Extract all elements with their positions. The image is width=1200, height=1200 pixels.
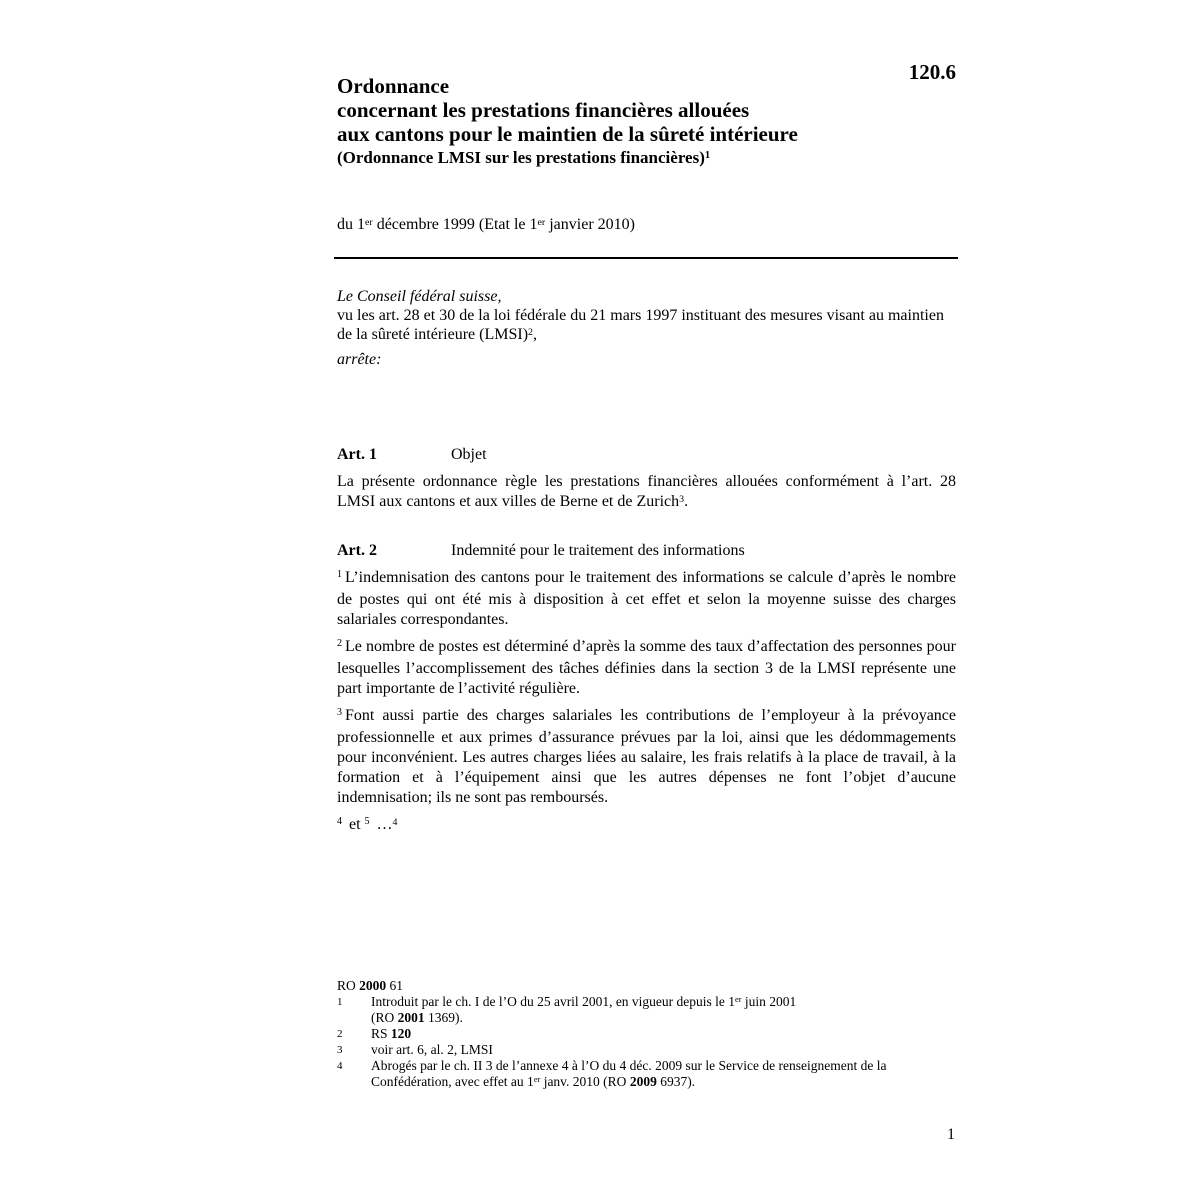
footnote-1-c-post: 1369). [424,1010,463,1025]
ro-page: 61 [386,978,404,993]
paragraph-number: 3 [337,707,342,718]
page-number: 1 [947,1126,955,1143]
article-1 [337,445,956,519]
short-title [337,146,937,170]
short-title-text: (Ordonnance LMSI sur les prestations financières) [337,148,705,167]
paragraph-number: 4 [337,816,342,827]
article-2-number: Art. 2 [337,542,377,559]
article-2-title: Indemnité pour le traitement des informations [451,542,745,559]
footnote-1-a: Introduit par le ch. I de l’O du 25 avril 2001, en vigueur depuis le 1 [371,994,736,1009]
article-2-paragraph-3 [337,706,956,808]
footnote-text [371,1026,957,1042]
footnote-1-c-year: 2001 [397,1010,425,1025]
footnote-2 [337,1026,957,1042]
title-line-2: concernant les prestations financières allouées [337,98,750,122]
footnote-2-bold: 120 [390,1026,412,1041]
footnote-4 [337,1058,957,1090]
paragraph-text: Le nombre de postes est déterminé d’après la somme des taux d’affectation des personnes pour lesquelles l’accomplissement des tâches définies dans la section 3 de la LMSI représente une part importante de l’activité régulière. [337,638,956,697]
footnote-number: 2 [337,1028,343,1040]
footnote-4-year: 2009 [629,1074,657,1089]
footnote-1-sup: er [735,995,742,1005]
footnote-text [371,1058,957,1090]
footnote-ref-1[interactable]: 1 [704,150,711,162]
footnote-number: 3 [337,1044,343,1056]
paragraph-number: 2 [337,638,342,649]
article-1-text [337,472,956,512]
ro-year: 2000 [359,978,387,993]
title-line-3: aux cantons pour le maintien de la sûreté intérieure [337,122,798,146]
date-mid: décembre 1999 (Etat le 1 [372,216,538,233]
footnote-1 [337,994,957,1026]
article-2 [337,541,956,844]
date-pre: du 1 [337,216,365,233]
date-post: janvier 2010) [545,216,635,233]
preamble-basis [337,306,957,344]
paragraph-et: et [345,816,365,833]
date-sup-2: er [537,216,546,228]
article-1-heading [337,445,956,465]
document-number: 120.6 [908,60,956,84]
footnote-4-a: Abrogés par le ch. II 3 de l’annexe 4 à l’O du 4 déc. 2009 sur le Service de renseignement de la Confédération, avec effet au 1 [371,1058,887,1089]
footnote-3 [337,1042,957,1058]
date-line [337,216,635,234]
footnote-ref-3[interactable]: 3 [679,493,685,505]
paragraph-text: Font aussi partie des charges salariales les contributions de l’employeur à la prévoyance professionnelle et aux primes d’assurance prévues par la loi, ainsi que les dédommagements pour inconvénient. Les autres charges liées au salaire, les frais relatifs à la place de travail, à la formation et à l’équipement ainsi que les autres dépenses ne font l’objet d’aucune indemnisation; ils ne sont pas remboursés. [337,707,956,806]
article-1-end: . [684,493,689,510]
footnote-4-b: janv. 2010 (RO [540,1074,630,1089]
footnote-4-sup: er [533,1075,541,1085]
footnote-ref-2[interactable]: 2 [528,326,533,338]
title-line-1: Ordonnance [337,74,450,98]
preamble-basis-end: , [532,326,537,343]
footnote-text [371,994,957,1026]
footnote-1-b: juin 2001 [741,994,797,1009]
footnotes [337,978,957,1090]
article-2-heading [337,541,956,561]
footnote-ro [337,978,957,994]
footnote-ref-4[interactable]: 4 [392,816,398,828]
article-1-title: Objet [451,446,487,463]
header-divider [334,257,958,259]
article-2-paragraph-2 [337,637,956,699]
preamble-basis-text: vu les art. 28 et 30 de la loi fédérale du 21 mars 1997 instituant des mesures visant au maintien de la sûreté intérieure (LMSI) [337,307,944,343]
preamble [337,287,957,369]
footnote-number: 4 [337,1060,343,1072]
ro-prefix: RO [337,978,360,993]
paragraph-number: 5 [364,816,370,827]
footnote-4-c: 6937). [656,1074,696,1089]
paragraph-text: L’indemnisation des cantons pour le traitement des informations se calcule d’après le nombre de postes qui ont été mis à disposition à cet effet et selon la moyenne suisse des charges salariales correspondantes. [337,569,956,628]
footnote-1-c-pre: (RO [371,1010,398,1025]
article-1-body: La présente ordonnance règle les prestations financières allouées conformément à l’art. 28 LMSI aux cantons et aux villes de Berne et de Zurich [337,473,956,510]
paragraph-ellipsis: … [372,816,393,833]
preamble-authority: Le Conseil fédéral suisse, [337,288,502,305]
footnote-number: 1 [337,996,343,1008]
article-2-paragraph-1 [337,568,956,630]
date-sup-1: er [365,216,373,228]
footnote-text: voir art. 6, al. 2, LMSI [371,1042,493,1057]
preamble-decree: arrête: [337,351,382,368]
paragraph-number: 1 [337,569,342,580]
article-1-number: Art. 1 [337,446,377,463]
footnote-2-pre: RS [371,1026,391,1041]
article-2-paragraph-4-5 [337,815,956,837]
document-title [337,74,937,170]
